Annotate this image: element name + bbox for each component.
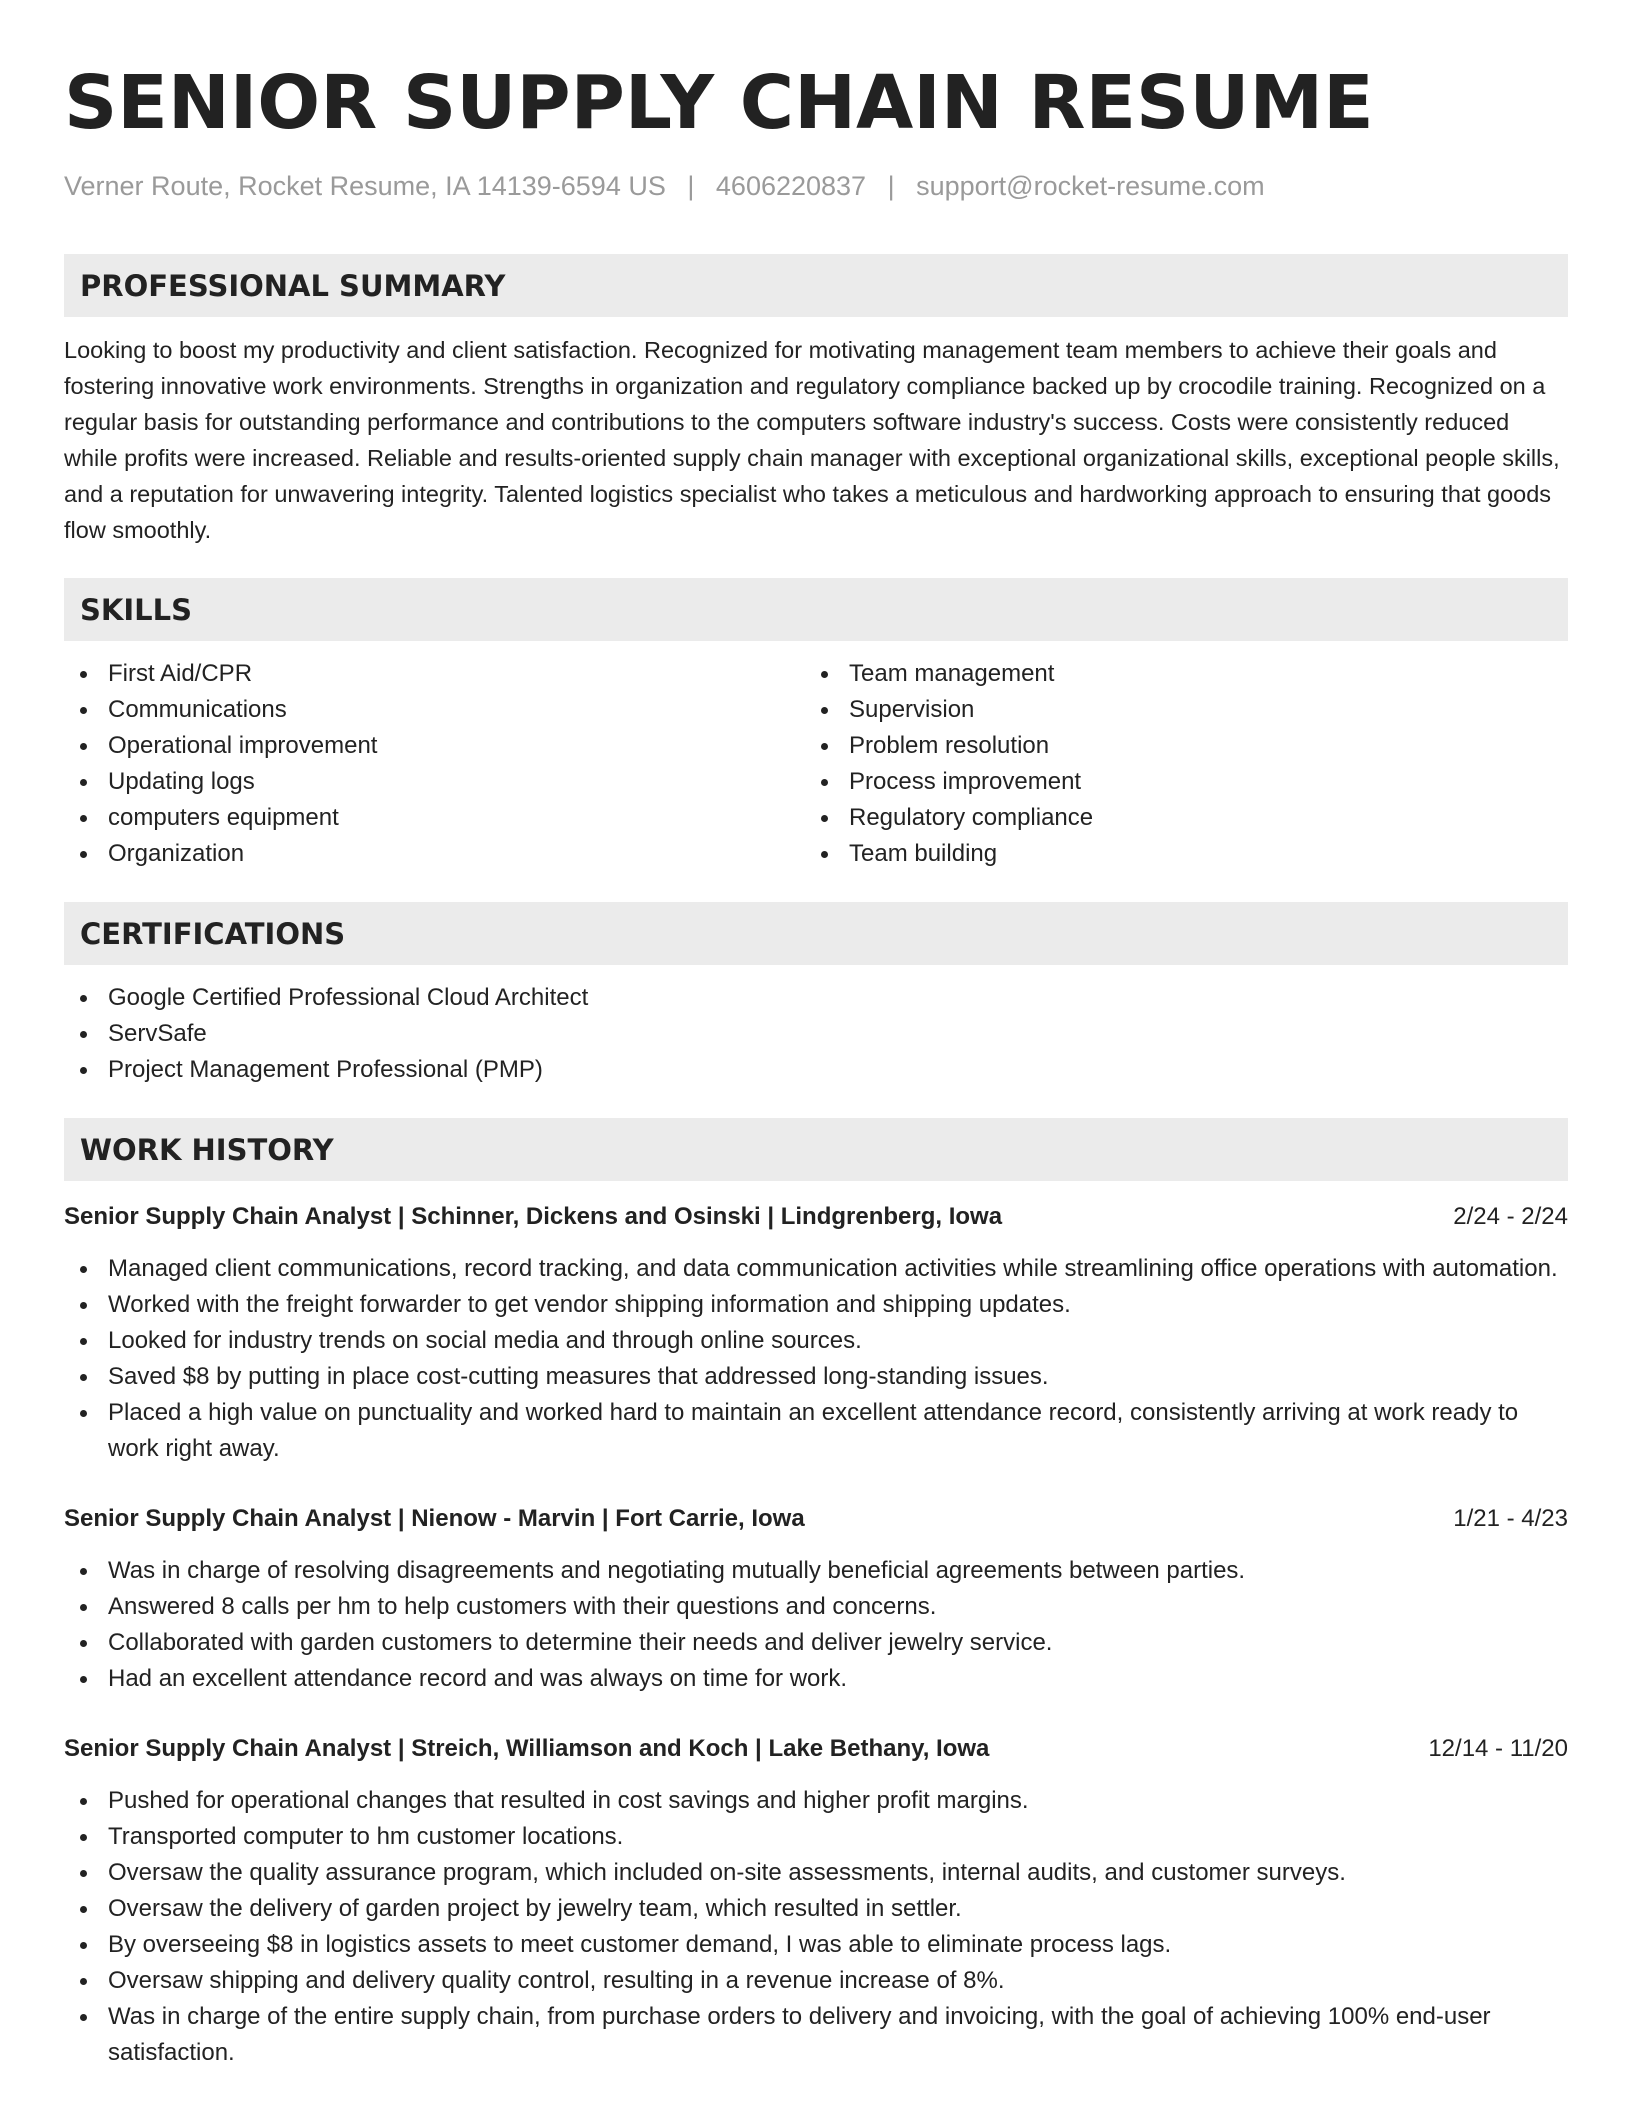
contact-address: Verner Route, Rocket Resume, IA 14139-6594 US — [64, 171, 666, 201]
certification-item: Project Management Professional (PMP) — [64, 1052, 1568, 1088]
job-title: Senior Supply Chain Analyst | Schinner, Dickens and Osinski | Lindgrenberg, Iowa — [64, 1203, 1003, 1230]
job-bullet: Oversaw shipping and delivery quality control, resulting in a revenue increase of 8%. — [64, 1963, 1568, 1999]
job-bullet: Collaborated with garden customers to determine their needs and deliver jewelry service. — [64, 1625, 1568, 1661]
job-bullet: Placed a high value on punctuality and worked hard to maintain an excellent attendance record, consistently arriving at work ready to work right away. — [64, 1395, 1568, 1467]
job-bullets — [64, 1783, 1568, 2071]
skill-item: Process improvement — [805, 764, 1546, 800]
section-heading: WORK HISTORY — [80, 1132, 334, 1167]
skill-item: Operational improvement — [64, 728, 805, 764]
job-bullets — [64, 1251, 1568, 1467]
job-title: Senior Supply Chain Analyst | Nienow - Marvin | Fort Carrie, Iowa — [64, 1505, 805, 1532]
skill-item: computers equipment — [64, 800, 805, 836]
skill-item: Communications — [64, 692, 805, 728]
section-header-summary — [64, 254, 1568, 317]
job-dates: 12/14 - 11/20 — [1428, 1735, 1568, 1762]
section-header-work-history — [64, 1118, 1568, 1181]
contact-phone: 4606220837 — [715, 171, 867, 201]
job-bullet: Worked with the freight forwarder to get vendor shipping information and shipping updates. — [64, 1287, 1568, 1323]
certification-item: Google Certified Professional Cloud Architect — [64, 980, 1568, 1016]
job-header — [64, 1199, 1568, 1235]
skill-item: Team management — [805, 656, 1546, 692]
section-heading: CERTIFICATIONS — [80, 916, 346, 951]
job-header — [64, 1731, 1568, 1767]
skill-item: Organization — [64, 836, 805, 872]
section-heading: PROFESSIONAL SUMMARY — [80, 268, 506, 303]
skill-item: Team building — [805, 836, 1546, 872]
section-header-certifications — [64, 902, 1568, 965]
job-bullet: Had an excellent attendance record and was always on time for work. — [64, 1661, 1568, 1697]
skill-item: Problem resolution — [805, 728, 1546, 764]
section-heading: SKILLS — [80, 592, 192, 627]
job-bullets — [64, 1553, 1568, 1697]
skill-item: Supervision — [805, 692, 1546, 728]
skills-grid — [64, 656, 1568, 872]
job-dates: 2/24 - 2/24 — [1453, 1203, 1568, 1230]
job-bullet: Oversaw the quality assurance program, which included on-site assessments, internal audits, and customer surveys. — [64, 1855, 1568, 1891]
contact-separator: | — [687, 171, 695, 201]
resume-title: SENIOR SUPPLY CHAIN RESUME — [64, 60, 1374, 146]
skill-item: First Aid/CPR — [64, 656, 805, 692]
certification-item: ServSafe — [64, 1016, 1568, 1052]
job-bullet: Transported computer to hm customer locations. — [64, 1819, 1568, 1855]
job-bullet: Saved $8 by putting in place cost-cutting measures that addressed long-standing issues. — [64, 1359, 1568, 1395]
job-header — [64, 1501, 1568, 1537]
job-bullet: Oversaw the delivery of garden project by jewelry team, which resulted in settler. — [64, 1891, 1568, 1927]
section-header-skills — [64, 578, 1568, 641]
job-dates: 1/21 - 4/23 — [1453, 1505, 1568, 1532]
skill-item: Regulatory compliance — [805, 800, 1546, 836]
contact-line — [64, 168, 1568, 204]
job-bullet: Managed client communications, record tracking, and data communication activities while streamlining office operations with automation. — [64, 1251, 1568, 1287]
job-bullet: Was in charge of resolving disagreements and negotiating mutually beneficial agreements between parties. — [64, 1553, 1568, 1589]
contact-email: support@rocket-resume.com — [916, 171, 1265, 201]
skill-item: Updating logs — [64, 764, 805, 800]
summary-text: Looking to boost my productivity and client satisfaction. Recognized for motivating management team members to achieve their goals and fostering innovative work environments. Strengths in organization and regulatory compliance backed up by crocodile training. Recognized on a regular basis for outstanding performance and contributions to the computers software industry's success. Costs were consistently reduced while profits were increased. Reliable and results-oriented supply chain manager with exceptional organizational skills, exceptional people skills, and a reputation for unwavering integrity. Talented logistics specialist who takes a meticulous and hardworking approach to ensuring that goods flow smoothly. — [64, 337, 1560, 543]
certifications-list — [64, 980, 1568, 1088]
contact-separator: | — [887, 171, 895, 201]
job-title: Senior Supply Chain Analyst | Streich, Williamson and Koch | Lake Bethany, Iowa — [64, 1735, 990, 1762]
job-bullet: Answered 8 calls per hm to help customers with their questions and concerns. — [64, 1589, 1568, 1625]
skills-list-right — [805, 656, 1546, 872]
job-bullet: Was in charge of the entire supply chain, from purchase orders to delivery and invoicing, with the goal of achieving 100% end-user satisfaction. — [64, 1999, 1568, 2071]
skills-list-left — [64, 656, 805, 872]
job-bullet: By overseeing $8 in logistics assets to meet customer demand, I was able to eliminate process lags. — [64, 1927, 1568, 1963]
job-bullet: Pushed for operational changes that resulted in cost savings and higher profit margins. — [64, 1783, 1568, 1819]
job-entry — [64, 1199, 1568, 1467]
job-entry — [64, 1731, 1568, 2071]
job-entry — [64, 1501, 1568, 1697]
job-bullet: Looked for industry trends on social media and through online sources. — [64, 1323, 1568, 1359]
